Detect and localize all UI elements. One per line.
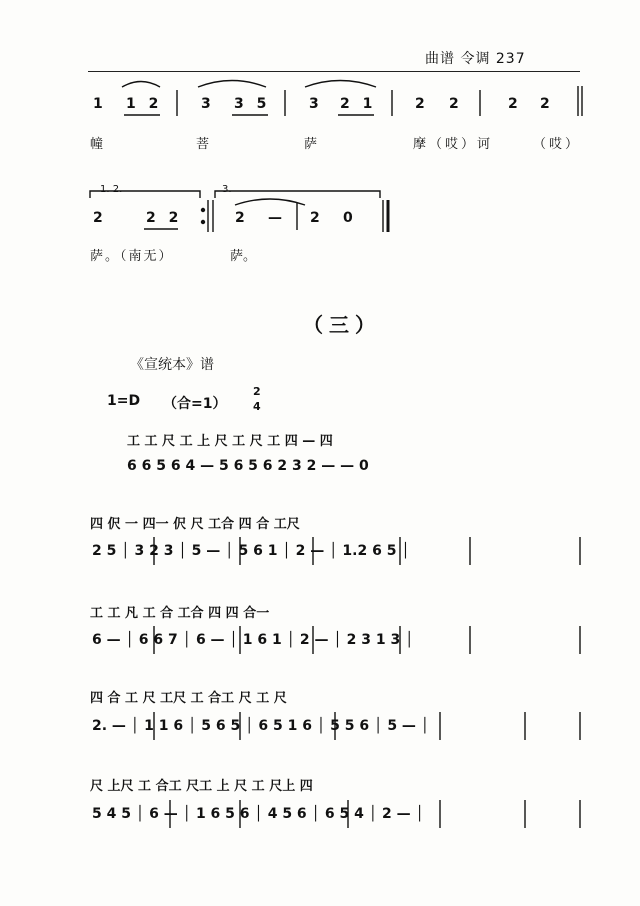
note: — — [268, 210, 282, 226]
numbers-row: 5 4 5 │ 6 — │ 1 6 5 6 │ 4 5 6 │ 6 5 4 │ 2 — │ — [92, 806, 424, 822]
time-bottom: 4 — [253, 400, 261, 413]
note: 2 — [540, 96, 550, 112]
gongche-row: 工 工 凡 工 合 工合 四 四 合一 — [90, 606, 270, 621]
lyric: （哎） — [533, 137, 582, 152]
he-equivalence: （合=1） — [163, 396, 227, 412]
lyric: 菩 — [196, 137, 210, 152]
lyric: 萨 — [304, 137, 318, 152]
numbers-row: 2 5 │ 3 2 3 │ 5 — │ 5 6 1 │ 2 — │ 1.2 6 5 │ — [92, 543, 410, 559]
note: 2 — [508, 96, 518, 112]
note: 1 — [93, 96, 103, 112]
page-header: 曲谱 令调 237 — [425, 51, 526, 67]
note: 2 2 — [146, 210, 183, 226]
lyric: 萨。 — [230, 249, 257, 264]
note: 2 — [235, 210, 245, 226]
note: 3 — [201, 96, 211, 112]
numbers-row: 6 — │ 6 6 7 │ 6 — │ 1 6 1 │ 2 — │ 2 3 1 3 │ — [92, 632, 414, 648]
numbers-row: 6 6 5 6 4 — 5 6 5 6 2 3 2 — — 0 — [127, 458, 369, 474]
note: 2 — [93, 210, 103, 226]
numbers-row: 2. — │ 1 1 6 │ 5 6 5 │ 6 5 1 6 │ 5 5 6 │ 5 — │ — [92, 718, 430, 734]
note: 3 — [309, 96, 319, 112]
lyric: 幢 — [90, 137, 104, 152]
volta-first-label: 1. 2. — [100, 184, 123, 195]
lyric: 萨。（南无） — [90, 249, 174, 264]
note: 2 — [449, 96, 459, 112]
note: 0 — [343, 210, 353, 226]
key-signature: 1=D — [107, 393, 141, 409]
gongche-row: 四 合 工 尺 工尺 工 合工 尺 工 尺 — [90, 691, 287, 706]
note: 1 2 — [126, 96, 163, 112]
gongche-row: 四 伬 一 四一 伬 尺 工合 四 合 工尺 — [90, 517, 300, 532]
source-label: 《宣统本》谱 — [130, 357, 214, 373]
gongche-row: 尺 上尺 工 合工 尺工 上 尺 工 尺上 四 — [90, 779, 313, 794]
time-top: 2 — [253, 385, 261, 398]
note: 3 5 — [234, 96, 271, 112]
note: 2 — [415, 96, 425, 112]
gongche-row: 工 工 尺 工 上 尺 工 尺 工 四 — 四 — [127, 434, 333, 449]
volta-second-label: 3. — [222, 184, 232, 195]
note: 2 — [310, 210, 320, 226]
note: 2 1 — [340, 96, 377, 112]
lyric: 摩（哎）诃 — [413, 137, 494, 152]
section-title: （三） — [303, 313, 381, 337]
